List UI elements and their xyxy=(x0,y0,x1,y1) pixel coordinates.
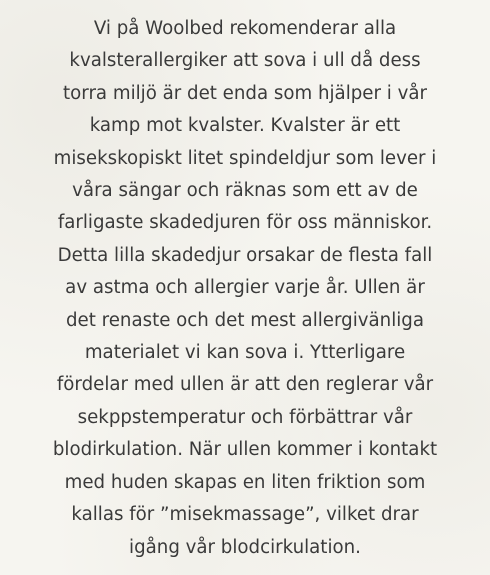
paragraph-line: kallas för ”misekmassage”, vilket drar xyxy=(71,504,419,526)
article-paragraph xyxy=(0,13,490,564)
paragraph-line: Detta lilla skadedjur orsakar de flesta fall xyxy=(57,244,433,266)
paragraph-line: torra miljö är det enda som hjälper i vår xyxy=(63,82,427,104)
paragraph-line: kvalsterallergiker att sova i ull då dess xyxy=(69,50,421,72)
paragraph-line: sekppstemperatur och förbättrar vår xyxy=(77,406,413,428)
paragraph-line: blodirkulation. När ullen kommer i kontakt xyxy=(52,439,438,461)
paragraph-line: farligaste skadedjuren för oss människor. xyxy=(57,212,433,234)
paragraph-line: våra sängar och räknas som ett av de xyxy=(72,180,418,202)
paragraph-line: Vi på Woolbed rekomenderar alla xyxy=(93,18,397,39)
paragraph-line: misekskopiskt litet spindeldjur som lever i xyxy=(53,147,437,169)
paragraph-line: med huden skapas en liten friktion som xyxy=(64,471,426,493)
paragraph-line: kamp mot kvalster. Kvalster är ett xyxy=(89,115,401,137)
paragraph-line: igång vår blodcirkulation. xyxy=(129,536,361,558)
paragraph-line: fördelar med ullen är att den reglerar vår xyxy=(56,374,434,396)
paragraph-line: det renaste och det mest allergivänliga xyxy=(66,309,424,331)
paragraph-line: av astma och allergier varje år. Ullen är xyxy=(65,277,425,299)
paragraph-line: materialet vi kan sova i. Ytterligare xyxy=(84,342,406,364)
